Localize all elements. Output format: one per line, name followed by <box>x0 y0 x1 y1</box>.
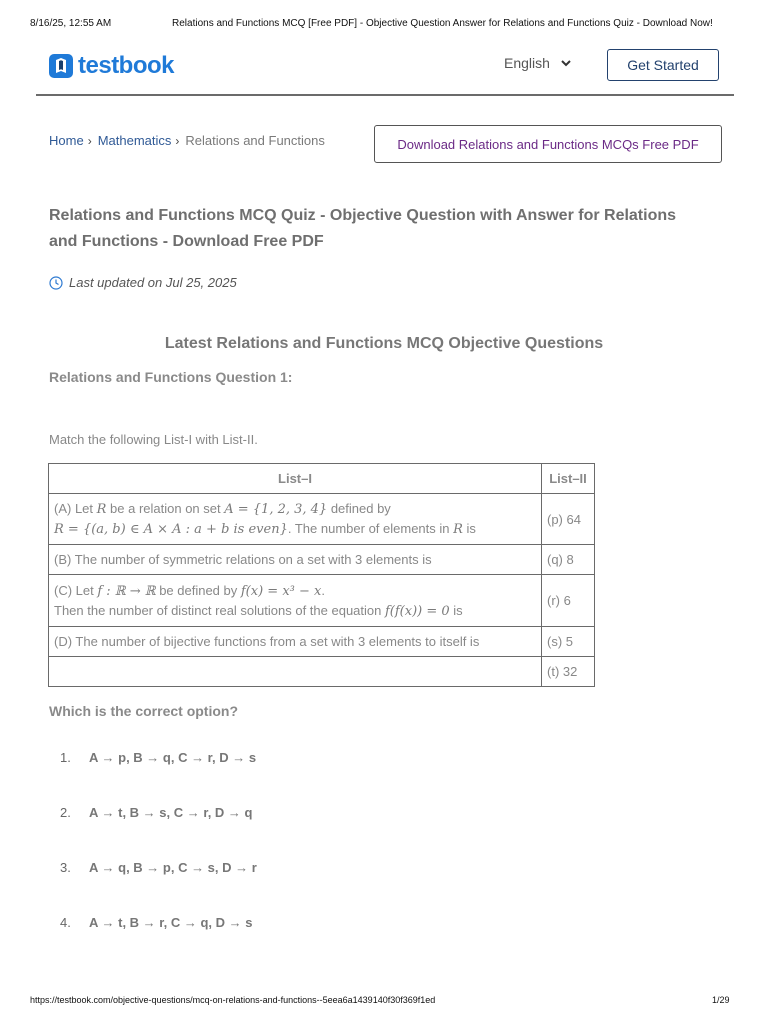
section-title: Latest Relations and Functions MCQ Objective Questions <box>164 335 604 352</box>
option-number: 1. <box>60 750 71 765</box>
table-cell-left: (A) Let R be a relation on set A = {1, 2, 3, 4} defined by R = {(a, b) ∈ A × A : a + b is even}. The number of elements in R is <box>49 494 542 545</box>
table-row <box>49 657 595 687</box>
breadcrumb-mathematics[interactable]: Mathematics <box>97 133 172 148</box>
breadcrumb <box>49 133 325 148</box>
testbook-logo-icon <box>48 53 74 79</box>
table-cell-right: (q) 8 <box>542 545 595 575</box>
logo-text: testbook <box>78 52 175 79</box>
print-page-number: 1/29 <box>712 995 730 1005</box>
print-footer <box>0 995 768 1007</box>
table-cell-left: (D) The number of bijective functions from a set with 3 elements to itself is <box>49 627 542 657</box>
print-url: https://testbook.com/objective-questions/mcq-on-relations-and-functions--5eea6a1439140f30f369f1ed <box>30 995 436 1005</box>
question-heading: Relations and Functions Question 1: <box>49 369 293 385</box>
page-title-line-2: and Functions - Download Free PDF <box>49 233 324 250</box>
site-header <box>36 40 734 96</box>
page-title-line-1: Relations and Functions MCQ Quiz - Objective Question with Answer for Relations <box>49 207 677 224</box>
table-cell-right: (r) 6 <box>542 575 595 627</box>
table-cell-right: (p) 64 <box>542 494 595 545</box>
option-number: 3. <box>60 860 71 875</box>
which-correct-label: Which is the correct option? <box>49 703 239 719</box>
answer-option-1[interactable] <box>60 750 256 765</box>
option-text: A → p, B → q, C → r, D → s <box>89 750 257 765</box>
table-cell-left: (B) The number of symmetric relations on a set with 3 elements is <box>49 545 542 575</box>
testbook-logo[interactable] <box>48 46 174 86</box>
match-table <box>48 463 595 687</box>
table-cell-left <box>49 657 542 687</box>
question-prompt: Match the following List-I with List-II. <box>49 432 258 447</box>
clock-icon <box>49 276 63 290</box>
get-started-button[interactable]: Get Started <box>607 49 719 81</box>
table-header-list-2: List–II <box>542 464 595 494</box>
table-cell-left: (C) Let f : ℝ → ℝ be defined by f(x) = x³ − x. Then the number of distinct real solutions of the equation f(f(x)) = 0 is <box>49 575 542 627</box>
table-header-list-1: List–I <box>49 464 542 494</box>
table-cell-right: (s) 5 <box>542 627 595 657</box>
answer-option-3[interactable] <box>60 860 257 875</box>
chevron-down-icon <box>560 57 572 69</box>
option-text: A → q, B → p, C → s, D → r <box>89 860 257 875</box>
option-text: A → t, B → s, C → r, D → q <box>89 805 253 820</box>
answer-option-4[interactable] <box>60 915 252 930</box>
table-row <box>49 494 595 545</box>
print-page-title: Relations and Functions MCQ [Free PDF] - Objective Question Answer for Relations and Functions Quiz - Download Now! <box>172 18 713 29</box>
option-text: A → t, B → r, C → q, D → s <box>89 915 253 930</box>
table-cell-right: (t) 32 <box>542 657 595 687</box>
table-row <box>49 627 595 657</box>
chevron-right-icon: › <box>87 133 92 148</box>
print-datetime: 8/16/25, 12:55 AM <box>30 18 112 29</box>
table-row <box>49 545 595 575</box>
last-updated <box>49 275 237 290</box>
language-label: English <box>504 55 550 71</box>
print-header <box>0 18 768 32</box>
breadcrumb-home[interactable]: Home <box>49 133 84 148</box>
table-header-row <box>49 464 595 494</box>
breadcrumb-current: Relations and Functions <box>185 133 325 148</box>
download-pdf-button[interactable]: Download Relations and Functions MCQs Free PDF <box>374 125 722 163</box>
language-selector[interactable] <box>504 55 572 71</box>
page-title <box>49 203 719 255</box>
answer-option-2[interactable] <box>60 805 252 820</box>
chevron-right-icon: › <box>175 133 180 148</box>
last-updated-text: Last updated on Jul 25, 2025 <box>69 275 237 290</box>
option-number: 4. <box>60 915 71 930</box>
table-row <box>49 575 595 627</box>
option-number: 2. <box>60 805 71 820</box>
